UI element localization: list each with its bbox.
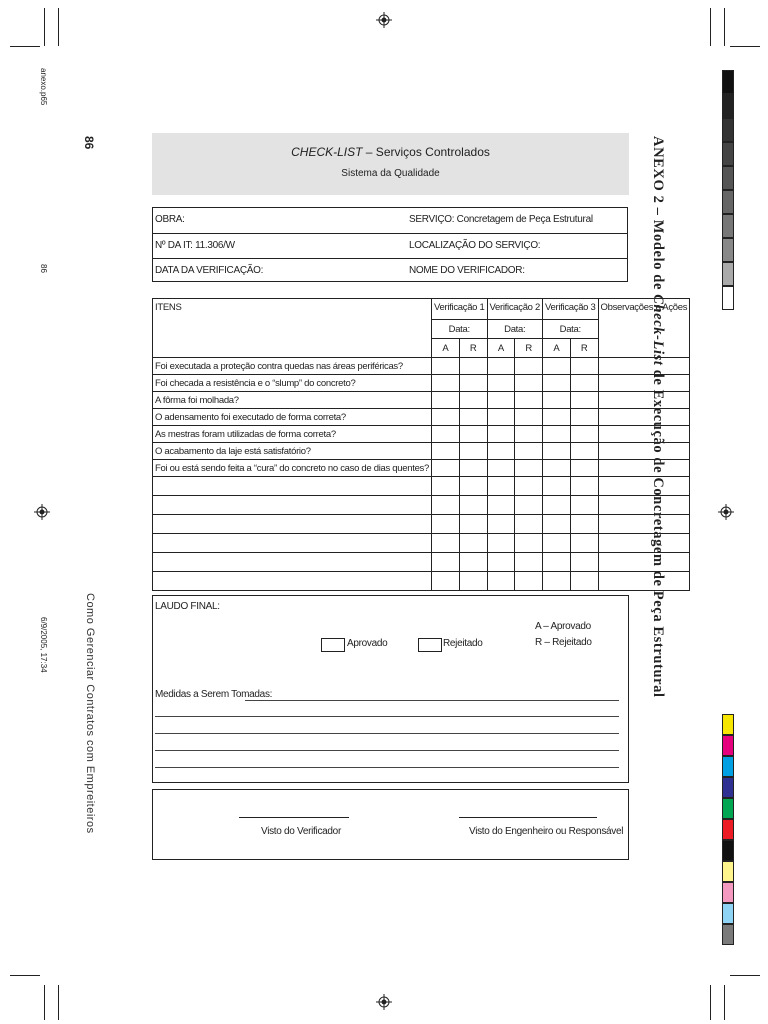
observacoes-cell[interactable]: [598, 553, 690, 572]
verificacao-header: Verificação 2: [487, 299, 543, 320]
page-marker: 86: [39, 264, 48, 273]
observacoes-header: Observações e Ações: [598, 299, 690, 358]
check-cell[interactable]: [515, 426, 543, 443]
check-cell[interactable]: [543, 572, 571, 591]
crop-mark: [10, 46, 40, 47]
color-swatch: [722, 924, 734, 945]
localizacao-field[interactable]: LOCALIZAÇÃO DO SERVIÇO:: [409, 240, 541, 251]
color-swatch: [722, 70, 734, 94]
check-cell[interactable]: [543, 553, 571, 572]
check-cell[interactable]: [432, 443, 460, 460]
check-cell[interactable]: [570, 477, 598, 496]
a-column-header: A: [432, 339, 460, 358]
check-cell[interactable]: [487, 477, 515, 496]
observacoes-cell[interactable]: [598, 443, 690, 460]
crop-mark: [730, 46, 760, 47]
check-cell[interactable]: [570, 443, 598, 460]
check-cell[interactable]: [459, 477, 487, 496]
check-cell[interactable]: [432, 572, 460, 591]
check-cell[interactable]: [570, 426, 598, 443]
check-cell[interactable]: [432, 460, 460, 477]
check-cell[interactable]: [459, 392, 487, 409]
checklist-table: [152, 298, 690, 591]
check-cell[interactable]: [487, 443, 515, 460]
table-row: [153, 392, 690, 409]
table-row: [153, 496, 690, 515]
table-row: [153, 553, 690, 572]
r-column-header: R: [570, 339, 598, 358]
legend-rejeitado: R – Rejeitado: [535, 637, 592, 648]
servico-field[interactable]: SERVIÇO: Concretagem de Peça Estrutural: [409, 214, 593, 225]
nit-field[interactable]: Nº DA IT: 11.306/W: [155, 240, 235, 251]
table-row: [153, 572, 690, 591]
color-swatch: [722, 142, 734, 166]
check-cell[interactable]: [515, 443, 543, 460]
info-box: [152, 207, 628, 282]
check-cell[interactable]: [459, 460, 487, 477]
table-row: [153, 375, 690, 392]
medidas-label: Medidas a Serem Tomadas:: [155, 689, 273, 700]
check-cell[interactable]: [432, 409, 460, 426]
annex-title: ANEXO 2 – Modelo de Check-List de Execução de Concretagem de Peça Estrutural: [650, 136, 666, 698]
page-number: 86: [82, 136, 96, 150]
check-cell[interactable]: [543, 392, 571, 409]
signature-box: [152, 789, 629, 860]
check-cell[interactable]: [459, 358, 487, 375]
registration-mark-icon: [34, 504, 50, 520]
table-row: [153, 534, 690, 553]
item-label: [153, 553, 432, 572]
check-cell[interactable]: [515, 553, 543, 572]
legend-aprovado: A – Aprovado: [535, 621, 591, 632]
item-label: [153, 477, 432, 496]
itens-header: ITENS: [153, 299, 432, 358]
table-row: [153, 515, 690, 534]
check-cell[interactable]: [459, 496, 487, 515]
data-label[interactable]: Data:: [543, 320, 599, 339]
color-swatch: [722, 756, 734, 777]
table-row: [153, 477, 690, 496]
laudo-final-box: [152, 595, 629, 783]
visto-engenheiro-label: Visto do Engenheiro ou Responsável: [469, 826, 624, 837]
check-cell[interactable]: [543, 358, 571, 375]
crop-mark: [58, 985, 59, 1020]
obra-field[interactable]: OBRA:: [155, 214, 185, 225]
color-swatch: [722, 819, 734, 840]
check-cell[interactable]: [570, 496, 598, 515]
table-row: [153, 443, 690, 460]
item-label: [153, 534, 432, 553]
item-label: Foi checada a resistência e o “slump” do concreto?: [153, 375, 432, 392]
r-column-header: R: [515, 339, 543, 358]
check-cell[interactable]: [543, 534, 571, 553]
check-cell[interactable]: [515, 358, 543, 375]
color-swatch: [722, 190, 734, 214]
check-cell[interactable]: [487, 358, 515, 375]
color-swatch: [722, 777, 734, 798]
check-cell[interactable]: [543, 477, 571, 496]
observacoes-cell[interactable]: [598, 477, 690, 496]
data-verificacao-field[interactable]: DATA DA VERIFICAÇÃO:: [155, 265, 264, 276]
color-swatch: [722, 840, 734, 861]
rejeitado-checkbox[interactable]: [418, 638, 442, 652]
rejeitado-label: Rejeitado: [443, 638, 483, 649]
observacoes-cell[interactable]: [598, 426, 690, 443]
observacoes-cell[interactable]: [598, 515, 690, 534]
color-swatch: [722, 861, 734, 882]
aprovado-label: Aprovado: [347, 638, 388, 649]
item-label: [153, 496, 432, 515]
check-cell[interactable]: [543, 515, 571, 534]
signature-line-engenheiro[interactable]: [459, 817, 597, 818]
color-swatch: [722, 798, 734, 819]
color-swatch: [722, 714, 734, 735]
table-header-row: [153, 299, 690, 320]
check-cell[interactable]: [487, 534, 515, 553]
check-cell[interactable]: [543, 460, 571, 477]
item-label: As mestras foram utilizadas de forma correta?: [153, 426, 432, 443]
crop-mark: [730, 975, 760, 976]
observacoes-cell[interactable]: [598, 375, 690, 392]
item-label: A fôrma foi molhada?: [153, 392, 432, 409]
info-row: [153, 258, 627, 283]
check-cell[interactable]: [459, 553, 487, 572]
r-column-header: R: [459, 339, 487, 358]
laudo-label: LAUDO FINAL:: [155, 601, 220, 612]
check-cell[interactable]: [543, 443, 571, 460]
color-swatch: [722, 118, 734, 142]
crop-mark: [710, 8, 711, 46]
check-cell[interactable]: [459, 515, 487, 534]
medidas-line[interactable]: [245, 700, 619, 701]
item-label: O adensamento foi executado de forma correta?: [153, 409, 432, 426]
table-row: [153, 426, 690, 443]
item-label: [153, 515, 432, 534]
page-subtitle: Sistema da Qualidade: [341, 168, 440, 179]
check-cell[interactable]: [487, 375, 515, 392]
check-cell[interactable]: [515, 409, 543, 426]
observacoes-cell[interactable]: [598, 358, 690, 375]
check-cell[interactable]: [487, 496, 515, 515]
check-cell[interactable]: [459, 409, 487, 426]
crop-mark: [724, 985, 725, 1020]
color-swatch: [722, 238, 734, 262]
color-swatch: [722, 735, 734, 756]
check-cell[interactable]: [515, 460, 543, 477]
color-swatch: [722, 214, 734, 238]
check-cell[interactable]: [432, 392, 460, 409]
observacoes-cell[interactable]: [598, 496, 690, 515]
check-cell[interactable]: [570, 572, 598, 591]
check-cell[interactable]: [570, 534, 598, 553]
check-cell[interactable]: [570, 375, 598, 392]
check-cell[interactable]: [432, 534, 460, 553]
observacoes-cell[interactable]: [598, 572, 690, 591]
check-cell[interactable]: [515, 392, 543, 409]
registration-mark-icon: [718, 504, 734, 520]
check-cell[interactable]: [459, 375, 487, 392]
registration-mark-icon: [376, 12, 392, 28]
medidas-line[interactable]: [155, 716, 619, 717]
check-cell[interactable]: [515, 534, 543, 553]
verificacao-header: Verificação 1: [432, 299, 488, 320]
header-band: [152, 133, 629, 195]
check-cell[interactable]: [515, 515, 543, 534]
check-cell[interactable]: [432, 515, 460, 534]
crop-mark: [44, 985, 45, 1020]
color-swatch: [722, 94, 734, 118]
check-cell[interactable]: [570, 460, 598, 477]
book-title: Como Gerenciar Contratos com Empreiteiros: [84, 593, 96, 834]
color-swatch: [722, 286, 734, 310]
check-cell[interactable]: [432, 375, 460, 392]
observacoes-cell[interactable]: [598, 409, 690, 426]
check-cell[interactable]: [543, 426, 571, 443]
crop-mark: [724, 8, 725, 46]
signature-line-verificador[interactable]: [239, 817, 349, 818]
medidas-line[interactable]: [155, 733, 619, 734]
check-cell[interactable]: [570, 553, 598, 572]
info-row: [153, 233, 627, 258]
nome-verificador-field[interactable]: NOME DO VERIFICADOR:: [409, 265, 525, 276]
page-title: CHECK-LIST – Serviços Controlados: [291, 145, 490, 159]
registration-mark-icon: [376, 994, 392, 1010]
check-cell[interactable]: [432, 553, 460, 572]
crop-mark: [10, 975, 40, 976]
crop-mark: [710, 985, 711, 1020]
check-cell[interactable]: [543, 496, 571, 515]
aprovado-checkbox[interactable]: [321, 638, 345, 652]
check-cell[interactable]: [459, 572, 487, 591]
check-cell[interactable]: [459, 534, 487, 553]
check-cell[interactable]: [515, 572, 543, 591]
visto-verificador-label: Visto do Verificador: [261, 826, 341, 837]
check-cell[interactable]: [543, 409, 571, 426]
data-label[interactable]: Data:: [432, 320, 488, 339]
crop-mark: [44, 8, 45, 46]
a-column-header: A: [543, 339, 571, 358]
item-label: Foi executada a proteção contra quedas nas áreas periféricas?: [153, 358, 432, 375]
color-swatch: [722, 903, 734, 924]
check-cell[interactable]: [432, 358, 460, 375]
check-cell[interactable]: [487, 392, 515, 409]
table-row: [153, 460, 690, 477]
a-column-header: A: [487, 339, 515, 358]
check-cell[interactable]: [487, 515, 515, 534]
observacoes-cell[interactable]: [598, 392, 690, 409]
table-row: [153, 409, 690, 426]
item-label: Foi ou está sendo feita a “cura” do concreto no caso de dias quentes?: [153, 460, 432, 477]
info-row: [153, 208, 627, 233]
medidas-line[interactable]: [155, 767, 619, 768]
observacoes-cell[interactable]: [598, 534, 690, 553]
check-cell[interactable]: [432, 477, 460, 496]
check-cell[interactable]: [515, 496, 543, 515]
table-row: [153, 358, 690, 375]
medidas-line[interactable]: [155, 750, 619, 751]
check-cell[interactable]: [459, 443, 487, 460]
check-cell[interactable]: [487, 426, 515, 443]
item-label: O acabamento da laje está satisfatório?: [153, 443, 432, 460]
crop-mark: [58, 8, 59, 46]
item-label: [153, 572, 432, 591]
timestamp: 6/9/2005, 17:34: [39, 617, 48, 673]
verificacao-header: Verificação 3: [543, 299, 599, 320]
check-cell[interactable]: [487, 553, 515, 572]
check-cell[interactable]: [543, 375, 571, 392]
check-cell[interactable]: [515, 375, 543, 392]
check-cell[interactable]: [432, 426, 460, 443]
check-cell[interactable]: [570, 392, 598, 409]
check-cell[interactable]: [487, 460, 515, 477]
color-swatch: [722, 262, 734, 286]
check-cell[interactable]: [487, 409, 515, 426]
check-cell[interactable]: [432, 496, 460, 515]
color-swatch: [722, 882, 734, 903]
check-cell[interactable]: [515, 477, 543, 496]
color-swatch: [722, 166, 734, 190]
data-label[interactable]: Data:: [487, 320, 543, 339]
check-cell[interactable]: [570, 358, 598, 375]
check-cell[interactable]: [459, 426, 487, 443]
file-name: anexo.p65: [39, 68, 48, 106]
check-cell[interactable]: [487, 572, 515, 591]
check-cell[interactable]: [570, 515, 598, 534]
observacoes-cell[interactable]: [598, 460, 690, 477]
check-cell[interactable]: [570, 409, 598, 426]
